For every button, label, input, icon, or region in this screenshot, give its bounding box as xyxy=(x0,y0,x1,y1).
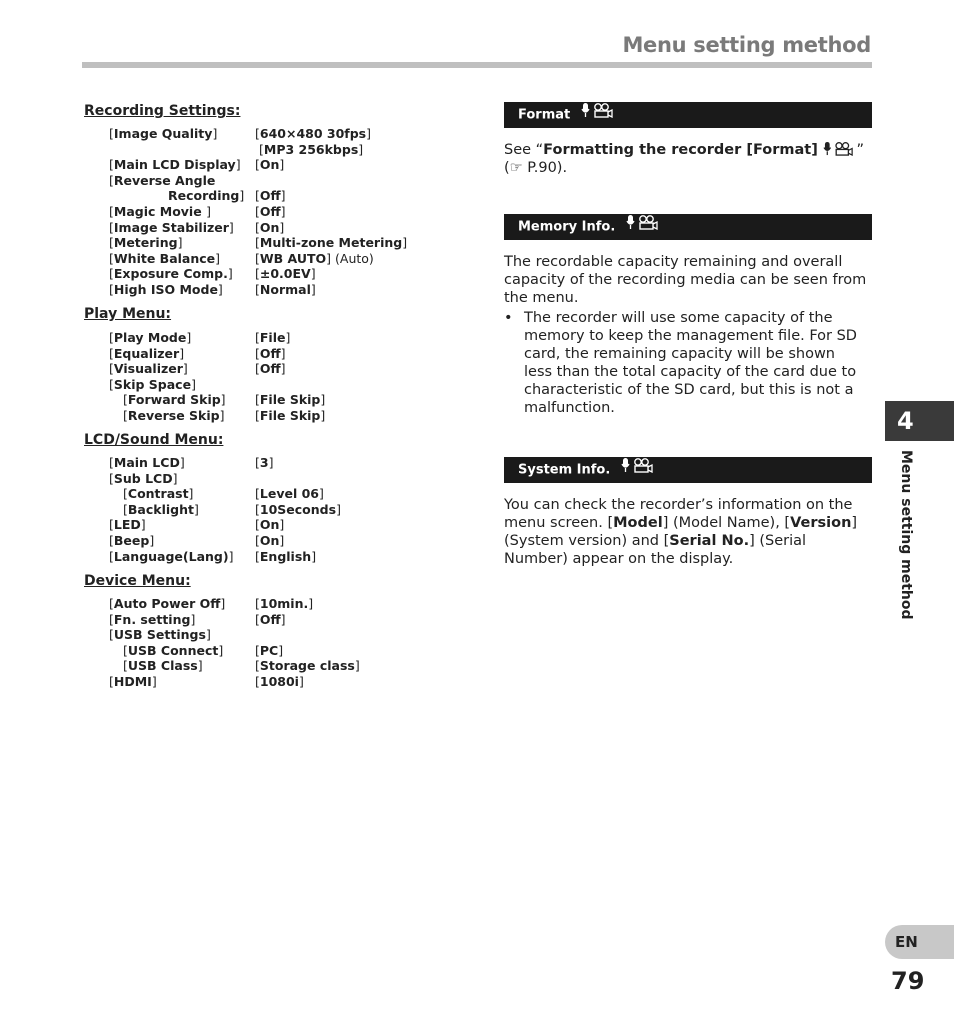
setting-name: [Forward Skip] xyxy=(123,392,226,408)
mic-camera-icon xyxy=(626,214,660,240)
setting-value: [Off] xyxy=(255,345,286,361)
play-menu-heading: Play Menu: xyxy=(84,306,172,322)
setting-value: [Normal] xyxy=(255,281,316,297)
mic-camera-icon xyxy=(621,457,655,483)
setting-value: [Level 06] xyxy=(255,486,324,502)
setting-name: Recording] xyxy=(168,188,245,204)
setting-value: [1080i] xyxy=(255,673,304,689)
device-menu-heading: Device Menu: xyxy=(84,573,191,589)
setting-value: [File] xyxy=(255,330,291,345)
setting-value: [File Skip] xyxy=(255,407,326,423)
language-tab: EN xyxy=(885,925,954,959)
setting-name: [Main LCD] xyxy=(109,455,185,470)
setting-value: [English] xyxy=(255,548,317,564)
setting-name: [White Balance] xyxy=(109,250,221,266)
setting-name: [Contrast] xyxy=(123,486,194,502)
chapter-tab: 4 xyxy=(885,401,954,441)
setting-name: [Main LCD Display] xyxy=(109,157,241,173)
setting-name: [USB Settings] xyxy=(109,627,211,643)
memory-info-bullet-text: The recorder will use some capacity of the memory to keep the management file. For SD card, the remaining capacity will be shown less than the total capacity of the card due to characteristic of the SD card, but this is not a malfunction. xyxy=(524,310,857,416)
setting-value: [Off] xyxy=(255,188,286,204)
setting-name: [Skip Space] xyxy=(109,376,196,392)
setting-name: [HDMI] xyxy=(109,673,157,689)
setting-name: [Metering] xyxy=(109,235,183,251)
setting-name: [LED] xyxy=(109,517,146,533)
setting-name: [Image Stabilizer] xyxy=(109,219,234,235)
format-bar-label: Format xyxy=(518,107,571,123)
title-rule xyxy=(82,62,872,68)
memory-info-text: The recordable capacity remaining and overall capacity of the recording media can be seen from the menu. xyxy=(504,254,867,306)
memory-info-bar xyxy=(504,214,872,240)
setting-name: [Visualizer] xyxy=(109,361,188,377)
system-info-bar xyxy=(504,457,872,483)
setting-value: [On] xyxy=(255,219,285,235)
setting-value: [Off] xyxy=(255,203,286,219)
setting-name: [Auto Power Off] xyxy=(109,596,226,611)
setting-value: [10Seconds] xyxy=(255,501,341,517)
setting-name: [Sub LCD] xyxy=(109,470,178,486)
setting-name: [USB Class] xyxy=(123,658,203,674)
mic-camera-icon xyxy=(822,142,856,158)
setting-value: [±0.0EV] xyxy=(255,266,316,282)
page-reference: (☞ P.90). xyxy=(504,160,568,176)
page-title: Menu setting method xyxy=(622,33,871,57)
setting-name: [USB Connect] xyxy=(123,642,224,658)
setting-name: [Equalizer] xyxy=(109,345,185,361)
setting-name: [Reverse Skip] xyxy=(123,407,225,423)
setting-value: [3] xyxy=(255,455,274,470)
bullet-dot: • xyxy=(504,310,513,326)
setting-name: [Fn. setting] xyxy=(109,611,196,627)
system-info-text: You can check the recorder’s information on the menu screen. [Model] (Model Name), [Version] (System version) and [Serial No.] (Serial Number) appear on the display. xyxy=(504,497,858,567)
setting-value: [On] xyxy=(255,517,285,533)
setting-value: [Storage class] xyxy=(255,658,360,674)
setting-value: [WB AUTO] (Auto) xyxy=(255,250,374,266)
setting-value: [Off] xyxy=(255,361,286,377)
format-link: Formatting the recorder [Format] xyxy=(543,142,818,158)
setting-name: [High ISO Mode] xyxy=(109,281,223,297)
page-number: 79 xyxy=(891,967,925,995)
setting-name: [Beep] xyxy=(109,532,155,548)
setting-value: [640×480 30fps] xyxy=(255,126,372,141)
setting-value: [PC] xyxy=(255,642,284,658)
memory-info-bar-label: Memory Info. xyxy=(518,219,616,235)
recording-settings-heading: Recording Settings: xyxy=(84,103,241,119)
setting-value: [On] xyxy=(255,532,285,548)
setting-value: [Multi-zone Metering] xyxy=(255,235,408,251)
setting-name: [Exposure Comp.] xyxy=(109,266,233,282)
setting-name: [Backlight] xyxy=(123,501,199,517)
side-section-label: Menu setting method xyxy=(898,450,914,620)
system-info-bar-label: System Info. xyxy=(518,462,611,478)
setting-name: [Language(Lang)] xyxy=(109,548,234,564)
setting-value: [File Skip] xyxy=(255,392,326,408)
setting-name: [Reverse Angle xyxy=(109,172,216,188)
format-text: See “Formatting the recorder [Format] ” (☞ P.90). xyxy=(504,142,864,176)
format-bar xyxy=(504,102,872,128)
mic-camera-icon xyxy=(581,102,615,128)
setting-value: [MP3 256kbps] xyxy=(258,141,364,157)
setting-name: [Play Mode] xyxy=(109,330,192,345)
setting-value: [On] xyxy=(255,157,285,173)
setting-value: [Off] xyxy=(255,611,286,627)
setting-name: [Magic Movie ] xyxy=(109,203,211,219)
lcd-sound-menu-heading: LCD/Sound Menu: xyxy=(84,432,224,448)
setting-value: [10min.] xyxy=(255,596,314,611)
setting-name: [Image Quality] xyxy=(109,126,218,141)
